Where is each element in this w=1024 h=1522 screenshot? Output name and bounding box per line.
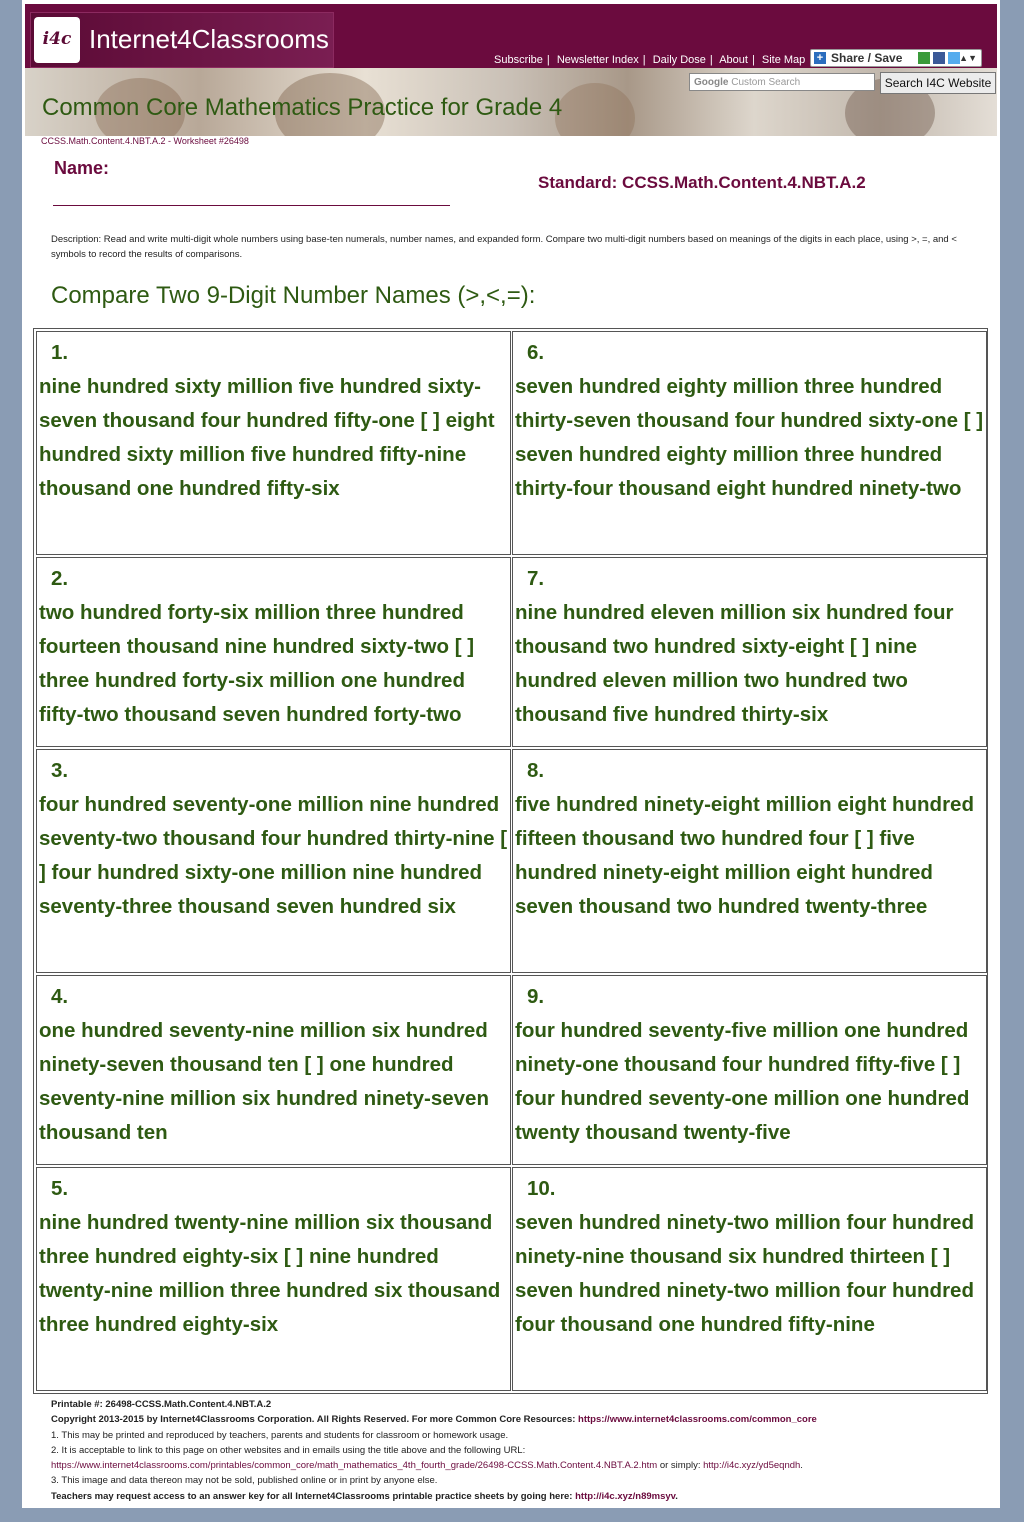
url-line: https://www.internet4classrooms.com/printables/common_core/math_mathematics_4th_fourth_grade/26498-CCSS.Math.Content.4.NBT.A.2.htm or simply: http://i4c.xyz/yd5eqndh. [51, 1460, 803, 1472]
problem-cell-5 [36, 1167, 511, 1391]
page-title: Common Core Mathematics Practice for Grade 4 [42, 94, 563, 121]
search-button[interactable]: Search I4C Website [880, 72, 996, 94]
search-placeholder: Custom Search [731, 77, 801, 88]
problem-grid [33, 328, 988, 1394]
problem-text: one hundred seventy-nine million six hundred ninety-seven thousand ten [ ] one hundred seventy-nine million six hundred ninety-seven thousand ten [39, 1019, 489, 1144]
problem-cell-7 [512, 557, 987, 747]
share-dropdown-icon[interactable]: ▲▼ [959, 53, 977, 63]
problem-number: 5. [51, 1177, 69, 1200]
site-search-input[interactable] [689, 73, 875, 91]
logo-text: Internet4Classrooms [89, 24, 329, 54]
worksheet-page [22, 0, 1000, 1508]
share-plus-icon: + [814, 52, 826, 64]
problem-cell-1 [36, 331, 511, 555]
footer [51, 1397, 991, 1504]
common-core-link[interactable]: https://www.internet4classrooms.com/common_core [578, 1414, 817, 1426]
problem-number: 10. [527, 1177, 556, 1200]
nav-link-site-map[interactable]: Site Map [761, 54, 806, 66]
section-title: Compare Two 9-Digit Number Names (>,<,=): [51, 282, 536, 309]
nav-link-subscribe[interactable]: Subscribe [494, 54, 543, 66]
problem-cell-3 [36, 749, 511, 973]
problem-text: nine hundred eleven million six hundred four thousand two hundred sixty-eight [ ] nine hundred eleven million two hundred two thousand five hundred thirty-six [515, 601, 954, 726]
problem-text: nine hundred twenty-nine million six thousand three hundred eighty-six [ ] nine hundred twenty-nine million three hundred six thousand three hundred eighty-six [39, 1211, 501, 1336]
share-save-button[interactable] [810, 49, 982, 67]
problem-cell-6 [512, 331, 987, 555]
answer-key-note: Teachers may request access to an answer key for all Internet4Classrooms printable practice sheets by going here: http://i4c.xyz/n89msyv. [51, 1490, 678, 1502]
problem-number: 9. [527, 985, 545, 1008]
top-nav: Subscribe | Newsletter Index | Daily Dose | About | Site Map [494, 54, 806, 66]
problem-number: 1. [51, 341, 69, 364]
problem-text: five hundred ninety-eight million eight hundred fifteen thousand two hundred four [ ] five hundred ninety-eight million eight hundred seven thousand two hundred twenty-three [515, 793, 974, 918]
usage-note-3: 3. This image and data thereon may not be sold, published online or in print by anyone else. [51, 1475, 438, 1487]
problem-cell-4 [36, 975, 511, 1165]
problem-cell-9 [512, 975, 987, 1165]
problem-text: nine hundred sixty million five hundred sixty-seven thousand four hundred fifty-one [ ] eight hundred sixty million five hundred fifty-nine thousand one hundred fifty-six [39, 375, 495, 500]
copyright: Copyright 2013-2015 by Internet4Classrooms Corporation. All Rights Reserved. For more Common Core Resources: https://www.internet4classrooms.com/common_core [51, 1414, 817, 1426]
problem-text: two hundred forty-six million three hundred fourteen thousand nine hundred sixty-two [ ] three hundred forty-six million one hundred fifty-two thousand seven hundred forty-two [39, 601, 475, 726]
email-share-icon[interactable] [918, 52, 930, 64]
site-header [25, 4, 997, 68]
problem-cell-8 [512, 749, 987, 973]
problem-number: 6. [527, 341, 545, 364]
problem-text: four hundred seventy-one million nine hundred seventy-two thousand four hundred thirty-nine [ ] four hundred sixty-one million nine hundred seventy-three thousand seven hundred six [39, 793, 508, 918]
share-label: Share / Save [831, 51, 903, 65]
problem-text: seven hundred eighty million three hundred thirty-seven thousand four hundred sixty-one [ ] seven hundred eighty million three hundred thirty-four thousand eight hundred ninety-two [515, 375, 984, 500]
google-logo: Google [694, 77, 729, 88]
site-logo[interactable] [30, 12, 334, 68]
problem-number: 2. [51, 567, 69, 590]
problem-cell-10 [512, 1167, 987, 1391]
problem-text: four hundred seventy-five million one hundred ninety-one thousand four hundred fifty-five [ ] four hundred seventy-one million one hundred twenty thousand twenty-five [515, 1019, 970, 1144]
name-write-line [53, 205, 450, 206]
problem-number: 3. [51, 759, 69, 782]
nav-link-about[interactable]: About [719, 54, 748, 66]
printable-number: Printable #: 26498-CCSS.Math.Content.4.NBT.A.2 [51, 1399, 272, 1410]
standard-label: Standard: CCSS.Math.Content.4.NBT.A.2 [538, 173, 866, 192]
answer-key-link[interactable]: http://i4c.xyz/n89msyv [575, 1490, 676, 1502]
problem-text: seven hundred ninety-two million four hundred ninety-nine thousand six hundred thirteen [ ] seven hundred ninety-two million four hundred four thousand one hundred fifty-nine [515, 1211, 974, 1336]
problem-number: 4. [51, 985, 69, 1008]
nav-link-daily-dose[interactable]: Daily Dose [652, 54, 706, 66]
usage-note-1: 1. This may be printed and reproduced by teachers, parents and students for classroom or homework usage. [51, 1429, 509, 1441]
usage-note-2: 2. It is acceptable to link to this page on other websites and in emails using the title above and the following URL: [51, 1444, 526, 1456]
facebook-icon[interactable] [933, 52, 945, 64]
nav-link-newsletter-index[interactable]: Newsletter Index [556, 54, 639, 66]
short-url-link[interactable]: http://i4c.xyz/yd5eqndh [703, 1460, 801, 1472]
worksheet-url-link[interactable]: https://www.internet4classrooms.com/printables/common_core/math_mathematics_4th_fourth_grade/26498-CCSS.Math.Content.4.NBT.A.2.htm [51, 1460, 658, 1472]
problem-number: 7. [527, 567, 545, 590]
problem-number: 8. [527, 759, 545, 782]
name-label: Name: [54, 158, 110, 178]
breadcrumb: CCSS.Math.Content.4.NBT.A.2 - Worksheet #26498 [41, 136, 249, 146]
logo-mark-icon: i4c [34, 17, 80, 63]
problem-cell-2 [36, 557, 511, 747]
description: Description: Read and write multi-digit whole numbers using base-ten numerals, number names, and expanded form. Compare two multi-digit numbers based on meanings of the digits in each place, using >, =, and < symbols to record the results of comparisons. [51, 234, 957, 260]
